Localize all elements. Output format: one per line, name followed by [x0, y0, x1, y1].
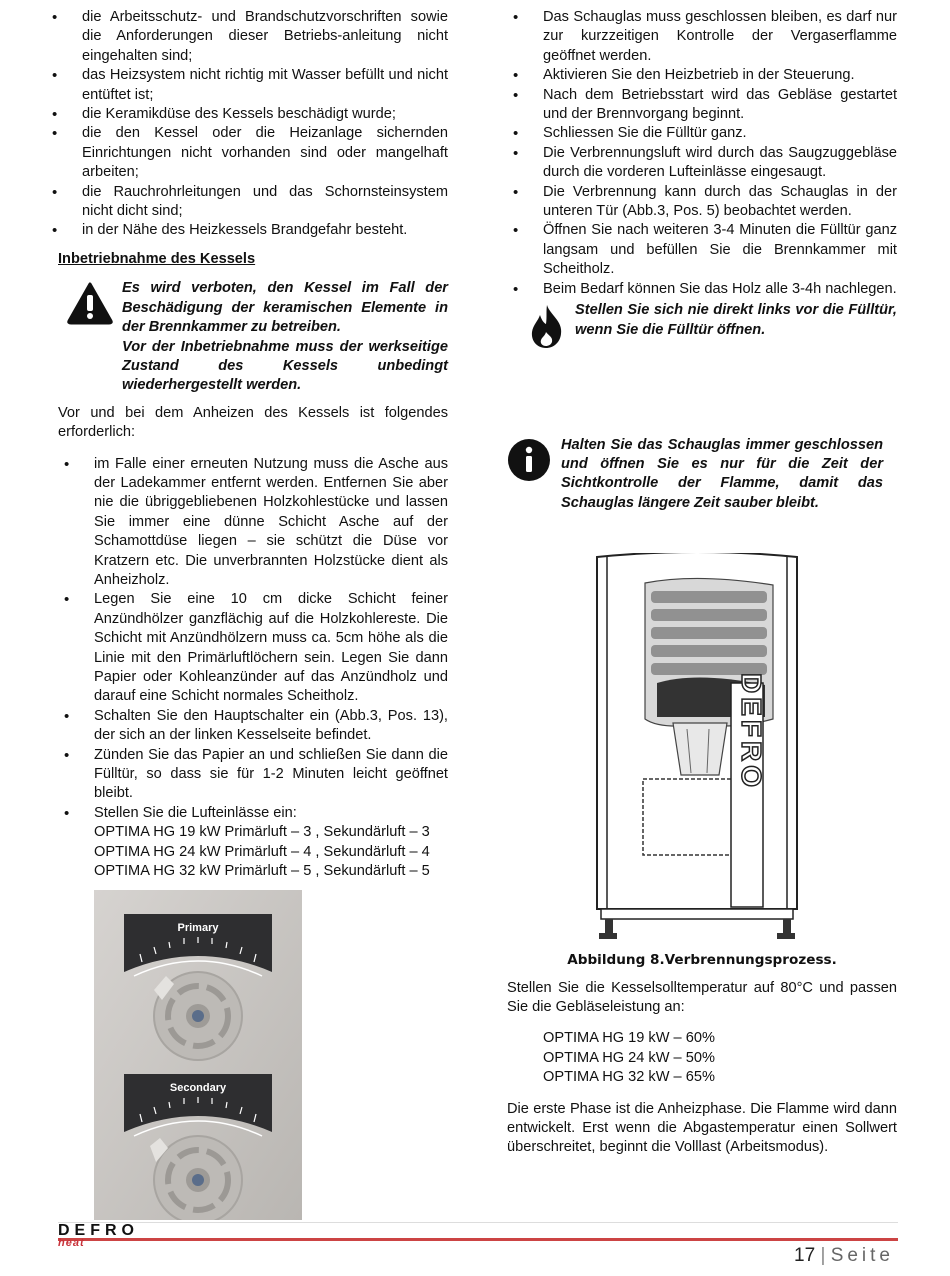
- list-item: • die Keramikdüse des Kessels beschädigt wurde;: [58, 105, 448, 124]
- warning-box: [66, 279, 448, 395]
- right-column: [507, 8, 897, 1158]
- list-item: • Zünden Sie das Papier an und schließen Sie dann die Fülltür, so dass sie für 1-2 Minuten leicht geöffnet bleibt.: [58, 746, 448, 804]
- list-item: • Die Verbrennungsluft wird durch das Saugzuggebläse durch die vorderen Lufteinlässe eingesaugt.: [507, 144, 897, 183]
- temperature-text: Stellen Sie die Kesselsolltemperatur auf 80°C und passen Sie die Gebläseleistung an:: [507, 979, 897, 1015]
- air-setting: OPTIMA HG 24 kW Primärluft – 4 , Sekundärluft – 4: [94, 843, 430, 860]
- conditions-list: [58, 8, 448, 241]
- fan-settings-list: [543, 1029, 897, 1087]
- section-heading: Inbetriebnahme des Kessels: [58, 250, 256, 267]
- page-number-value: 17: [794, 1245, 816, 1266]
- air-intro: • Stellen Sie die Lufteinlässe ein:: [94, 804, 297, 821]
- warning-text-1: Es wird verboten, den Kessel im Fall der Beschädigung der keramischen Elemente in der Brennkammer zu betreiben.: [122, 280, 448, 336]
- list-item: • in der Nähe des Heizkessels Brandgefahr besteht.: [58, 221, 448, 240]
- fan-setting: OPTIMA HG 24 kW – 50%: [543, 1049, 715, 1066]
- list-item: [58, 804, 448, 882]
- list-item: • die den Kessel oder die Heizanlage sichernden Einrichtungen nicht vorhanden sind oder mangelhaft arbeiten;: [58, 124, 448, 182]
- logo-top-text: DEFRO: [58, 1222, 139, 1239]
- list-item: • Aktivieren Sie den Heizbetrieb in der Steuerung.: [507, 66, 897, 85]
- list-item: • Legen Sie eine 10 cm dicke Schicht feiner Anzündhölzer ganzflächig auf die Holzkohlereste. Die Schicht mit Anzündhölzern muss ca. 5cm höhe als die Linie mit den Primärluftlöchern sein. Legen Sie dann Papier oder Kohleanzünder auf das Anzündholz und darauf eine Schicht normales Scheitholz.: [58, 590, 448, 706]
- fan-setting: OPTIMA HG 32 kW – 65%: [543, 1069, 715, 1086]
- air-control-photo: [94, 890, 302, 1220]
- page-word: Seite: [830, 1245, 894, 1266]
- flame-icon: [527, 303, 567, 355]
- boiler-figure: [587, 553, 807, 945]
- intro-text: Vor und bei dem Anheizen des Kessels ist folgendes erforderlich:: [58, 404, 448, 441]
- air-setting: OPTIMA HG 19 kW Primärluft – 3 , Sekundärluft – 3: [94, 824, 430, 841]
- logo-bottom-text: heat: [58, 1237, 85, 1249]
- info-box: [507, 436, 883, 514]
- boiler-brand: DEFRO: [736, 673, 767, 792]
- list-item: • im Falle einer erneuten Nutzung muss die Asche aus der Ladekammer entfernt werden. Entfernen Sie aber nie die übriggebliebenen Holzkohlestücke und lassen Sie immer eine dünne Schicht Asche auf der Schamottdüse liegen – sie schützt die Düse vor Kratzern etc. Die unverbrannten Holzstücke dient als Anheizholz.: [58, 455, 448, 591]
- defro-logo: [58, 1222, 139, 1249]
- list-item: • Öffnen Sie nach weiteren 3-4 Minuten die Fülltür ganz langsam und befüllen Sie die Brennkammer mit Scheitholz.: [507, 221, 897, 279]
- fan-setting: OPTIMA HG 19 kW – 60%: [543, 1030, 715, 1047]
- figure-caption: Abbildung 8.Verbrennungsprozess.: [567, 952, 837, 969]
- list-item: • die Arbeitsschutz- und Brandschutzvorschriften sowie die Anforderungen dieser Betriebs-anleitung nicht eingehalten sind;: [58, 8, 448, 66]
- fire-warning-text: Stellen Sie sich nie direkt links vor die Fülltür, wenn Sie die Fülltür öffnen.: [575, 302, 897, 338]
- warning-text-2: Vor der Inbetriebnahme muss der werkseitige Zustand des Kessels unbedingt wiederhergestellt werden.: [122, 338, 448, 394]
- page-separator: |: [820, 1245, 826, 1266]
- primary-label: Primary: [177, 922, 219, 934]
- footer-divider: [58, 1238, 898, 1241]
- list-item: • Das Schauglas muss geschlossen bleiben, es darf nur zur kurzzeitigen Kontrolle der Vergaserflamme geöffnet werden.: [507, 8, 897, 66]
- footer-divider-thin: [58, 1222, 898, 1223]
- secondary-label: Secondary: [169, 1082, 227, 1094]
- air-setting: OPTIMA HG 32 kW Primärluft – 5 , Sekundärluft – 5: [94, 863, 430, 880]
- list-item: • Beim Bedarf können Sie das Holz alle 3-4h nachlegen.: [507, 280, 897, 299]
- warning-icon: [66, 281, 114, 395]
- list-item: • die Rauchrohrleitungen und das Schornsteinsystem nicht dicht sind;: [58, 183, 448, 222]
- list-item: • Nach dem Betriebsstart wird das Gebläse gestartet und der Brennvorgang beginnt.: [507, 86, 897, 125]
- left-column: [58, 8, 448, 881]
- info-icon: [507, 438, 553, 514]
- list-item: • das Heizsystem nicht richtig mit Wasser befüllt und nicht entüftet ist;: [58, 66, 448, 105]
- fire-warning-box: [527, 301, 897, 355]
- phase-text: Die erste Phase ist die Anheizphase. Die Flamme wird dann entwickelt. Erst wenn die Abgastemperatur einen Sollwert überschreitet, beginnt die Volllast (Arbeitsmodus).: [507, 1100, 897, 1156]
- list-item: • Die Verbrennung kann durch das Schauglas in der unteren Tür (Abb.3, Pos. 5) beobachtet werden.: [507, 183, 897, 222]
- operation-list: [507, 8, 897, 299]
- page-number: [794, 1246, 894, 1265]
- info-text: Halten Sie das Schauglas immer geschlossen und öffnen Sie es nur für die Zeit der Sichtkontrolle der Flamme, damit das Schauglas längere Zeit sauber bleibt.: [561, 436, 883, 511]
- list-item: • Schliessen Sie die Fülltür ganz.: [507, 124, 897, 143]
- steps-list: [58, 455, 448, 882]
- list-item: • Schalten Sie den Hauptschalter ein (Abb.3, Pos. 13), der sich an der linken Kesselseite befindet.: [58, 707, 448, 746]
